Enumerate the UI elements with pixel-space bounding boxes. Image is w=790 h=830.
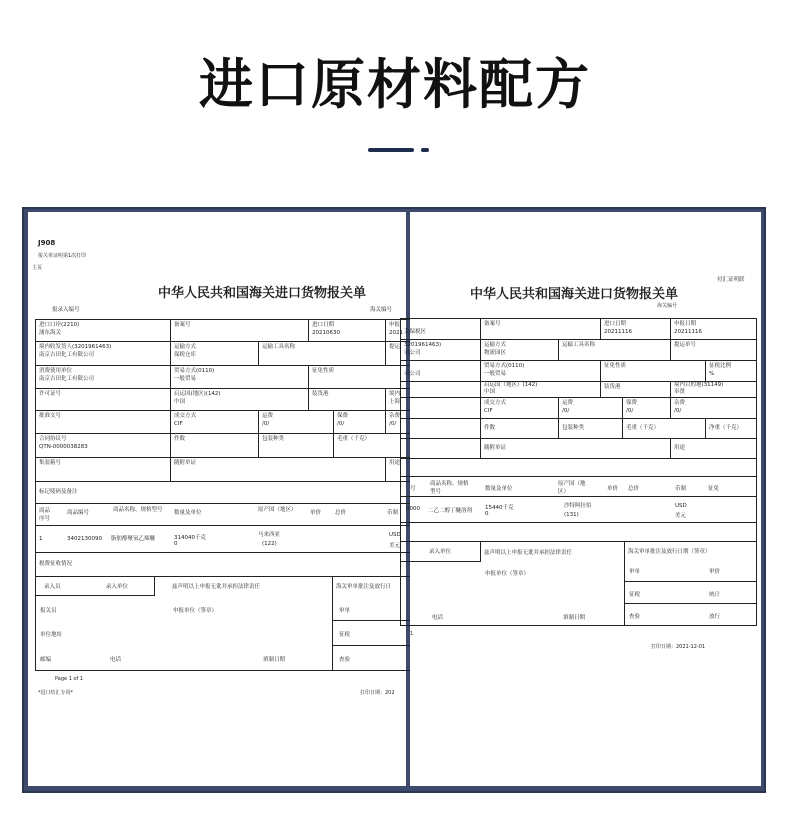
print-date: 打印日期：202 [360,690,395,696]
page-indicator: Page 1 of 1 [55,676,84,682]
consignee-cell: 3201961463) 司公司 [400,339,481,361]
insurance-cell: 保费 /0/ [333,410,386,434]
misc-fee-cell: 杂费 /0/ [385,410,425,434]
trade-cell: 贸易方式(0110) 一般贸易 [170,365,309,389]
gross-weight-cell: 毛重（千克） [333,433,425,458]
goods-header: 单价 [607,486,619,492]
goods-code: 3402130090 [67,536,102,542]
goods-origin: 马来西亚 [258,532,281,538]
goods-origin-code: (131) [564,512,579,518]
goods-currency: USD [389,532,401,538]
origin-country-cell: 启运国（地区）(142) 中国 [480,381,601,398]
goods-no: 1 [39,536,43,542]
declarant-label: 申报单位（签章） [485,571,530,577]
goods-header: 商品序号 [39,508,51,522]
goods-header: 原产国（地区） [558,481,586,495]
goods-origin: 沙特阿拉伯 [564,503,592,509]
transport-cell: 运输方式 保税仓库 [170,341,259,366]
declare-date-cell: 申报 2021 [385,319,425,342]
insurance-cell: 保费 /0/ [622,397,671,419]
blank-cell [400,418,481,439]
tax-rate-cell: 征税比例 % [705,360,757,382]
phone-label: 电话 [432,615,444,621]
goods-header: 币制 [675,486,687,492]
pieces-cell: 件数 [170,433,259,458]
import-date-cell: 进口日期 20210630 [308,319,386,342]
declaration-text: 兹声明以上申报无讹并承担法律责任 [172,584,261,590]
form-title: 中华人民共和国海关进口货物报关单 [158,286,367,301]
broker-label: 报关员 [40,608,57,614]
review-label: 审单 [629,569,641,575]
consumer-cell: 消费使用单位 南京吉田化工有限公司 [35,365,171,389]
net-weight-cell: 净重（千克） [705,418,757,439]
goods-origin-code: (122) [262,541,277,547]
vehicle-cell: 运输工具名称 [558,339,671,361]
loading-port-cell: 装货港 [600,381,671,398]
goods-header: 号 [410,486,416,492]
usage-cell: 用途 [670,438,757,459]
goods-code: 0000 [406,506,420,512]
trade-cell: 贸易方式(0110) 一般贸易 [480,360,601,382]
stats-label: 统计 [709,592,721,598]
phone-label: 电话 [110,657,122,663]
tax-label: 征税 [629,592,641,598]
entry-no-label: 报录入编号 [52,307,80,313]
destination-cell: 境内目的地(31149) 奉贤 [670,381,757,398]
goods-qty: 314040千克 [174,535,206,541]
customs-review-cell: 海关审单批注及放行日 [332,576,425,671]
package-cell: 包装种类 [558,418,623,439]
vehicle-cell: 运输工具名称 [258,341,386,366]
right-declaration-form [404,212,761,786]
goods-qty: 15440千克 [485,505,514,511]
goods-name: 脂肪醇聚氧乙烯醚 [111,536,156,542]
form-title: 中华人民共和国海关进口货物报关单 [470,287,679,302]
print-date: 打印日期：2021-12-01 [651,644,706,650]
bill-cell: 提运单号 [670,339,757,361]
border [624,603,757,604]
goods-header: 数量及单位 [485,486,513,492]
print-note: 报关单证明第1次打印 [38,253,87,259]
port-cell: 进口口岸(2210) 浦东海关 [35,319,171,342]
tax-status-cell [400,522,757,542]
fill-date-label: 填制日期 [263,657,286,663]
goods-currency: USD [675,503,687,509]
deal-cell: 成交方式 CIF [480,397,559,419]
approval-cell: 批准文号 [35,410,171,434]
entry-unit-cell: 录入单位 [400,541,481,562]
loading-port-cell: 装货港 [308,388,386,411]
customs-no-label: 海关编号 [370,307,393,313]
exemption-cell: 征免性质 [308,365,425,389]
bill-cell: 提运 [385,341,425,366]
pieces-cell: 件数 [480,418,559,439]
contract-cell: 合同协议号 QTN-0000038283 [35,433,171,458]
freight-cell: 运费 /0/ [558,397,623,419]
tax-label: 征税 [339,632,351,638]
customs-review-cell: 海关审单批注及放行日期（签章） [624,541,757,626]
review-label: 审单 [339,608,351,614]
goods-header: 商品编号 [67,510,90,516]
import-date-cell: 进口日期 20211116 [600,318,671,340]
port-cell: 关保税区 [400,318,481,340]
gross-weight-cell: 毛重（千克） [622,418,706,439]
usage-cell: 用途 [385,457,425,482]
goods-header: 币制 [387,510,399,516]
exemption-cell: 征免性质 [600,360,706,382]
declarant-label: 申报单位（签章） [173,608,218,614]
blank-cell [400,397,481,419]
goods-qty-2: 0 [485,511,489,517]
form-code: J908 [38,239,56,247]
record-no-cell: 备案号 [170,319,309,342]
page-title: 进口原材料配方 [199,53,591,116]
consumer-cell: 司公司 [400,360,481,382]
transport-cell: 运输方式 物流园区 [480,339,559,361]
destination-cell: 境内 上海 [385,388,425,411]
postcode-label: 邮编 [40,657,52,663]
declare-date-cell: 申报日期 20211116 [670,318,757,340]
fill-date-label: 填制日期 [563,615,586,621]
marks-cell: 标记唛码及备注 [35,481,425,504]
copy-label: 付汇证明联 [717,277,745,283]
goods-currency-name: 美元 [389,543,401,549]
goods-qty-2: 0 [174,541,178,547]
price-review-label: 审价 [709,569,721,575]
docs-cell: 随附单证 [170,457,386,482]
customs-no-label: 海关编号 [657,303,678,309]
goods-header: 商品名称、规格型号 [113,507,163,513]
home-link[interactable]: 主页 [32,265,43,271]
deal-cell: 成交方式 CIF [170,410,259,434]
record-no-cell: 备案号 [480,318,601,340]
marks-cell [400,458,757,477]
release-label: 放行 [709,614,721,620]
origin-country-cell: 启运国(地区)(142) 中国 [170,388,309,411]
goods-header: 单价 [310,510,322,516]
address-label: 单位地址 [40,632,63,638]
goods-currency-name: 美元 [675,513,687,519]
border [624,581,757,582]
entry-clerk-cell: 录入员 录入单位 [35,576,155,596]
tax-status-cell: 税费征收情况 [35,552,425,577]
inspect-label: 查验 [339,657,351,663]
goods-header: 商品名称、规格型号 [430,481,469,495]
goods-header: 总价 [335,510,347,516]
freight-cell: 运费 /0/ [258,410,334,434]
goods-header: 原产国（地区） [258,507,297,513]
license-cell: 许可证号 [35,388,171,411]
goods-header: 征免 [708,486,720,492]
consignee-cell: 境内收发货人(3201961463) 南京吉田化工有限公司 [35,341,171,366]
page-number: 1 [410,631,414,637]
inspect-label: 查验 [629,614,641,620]
container-cell: 集装箱号 [35,457,171,482]
blank-cell [400,438,481,459]
misc-fee-cell: 杂费 /0/ [670,397,757,419]
goods-header: 总价 [628,486,640,492]
docs-cell: 随附单证 [480,438,671,459]
blank-cell [400,381,481,398]
goods-name: 二乙二醇丁醚溶剂 [428,508,473,514]
exchange-note: *进口结汇专用* [38,690,74,696]
goods-header: 数量及单位 [174,510,202,516]
declaration-text: 兹声明以上申报无讹并承担法律责任 [484,550,573,556]
package-cell: 包装种类 [258,433,334,458]
